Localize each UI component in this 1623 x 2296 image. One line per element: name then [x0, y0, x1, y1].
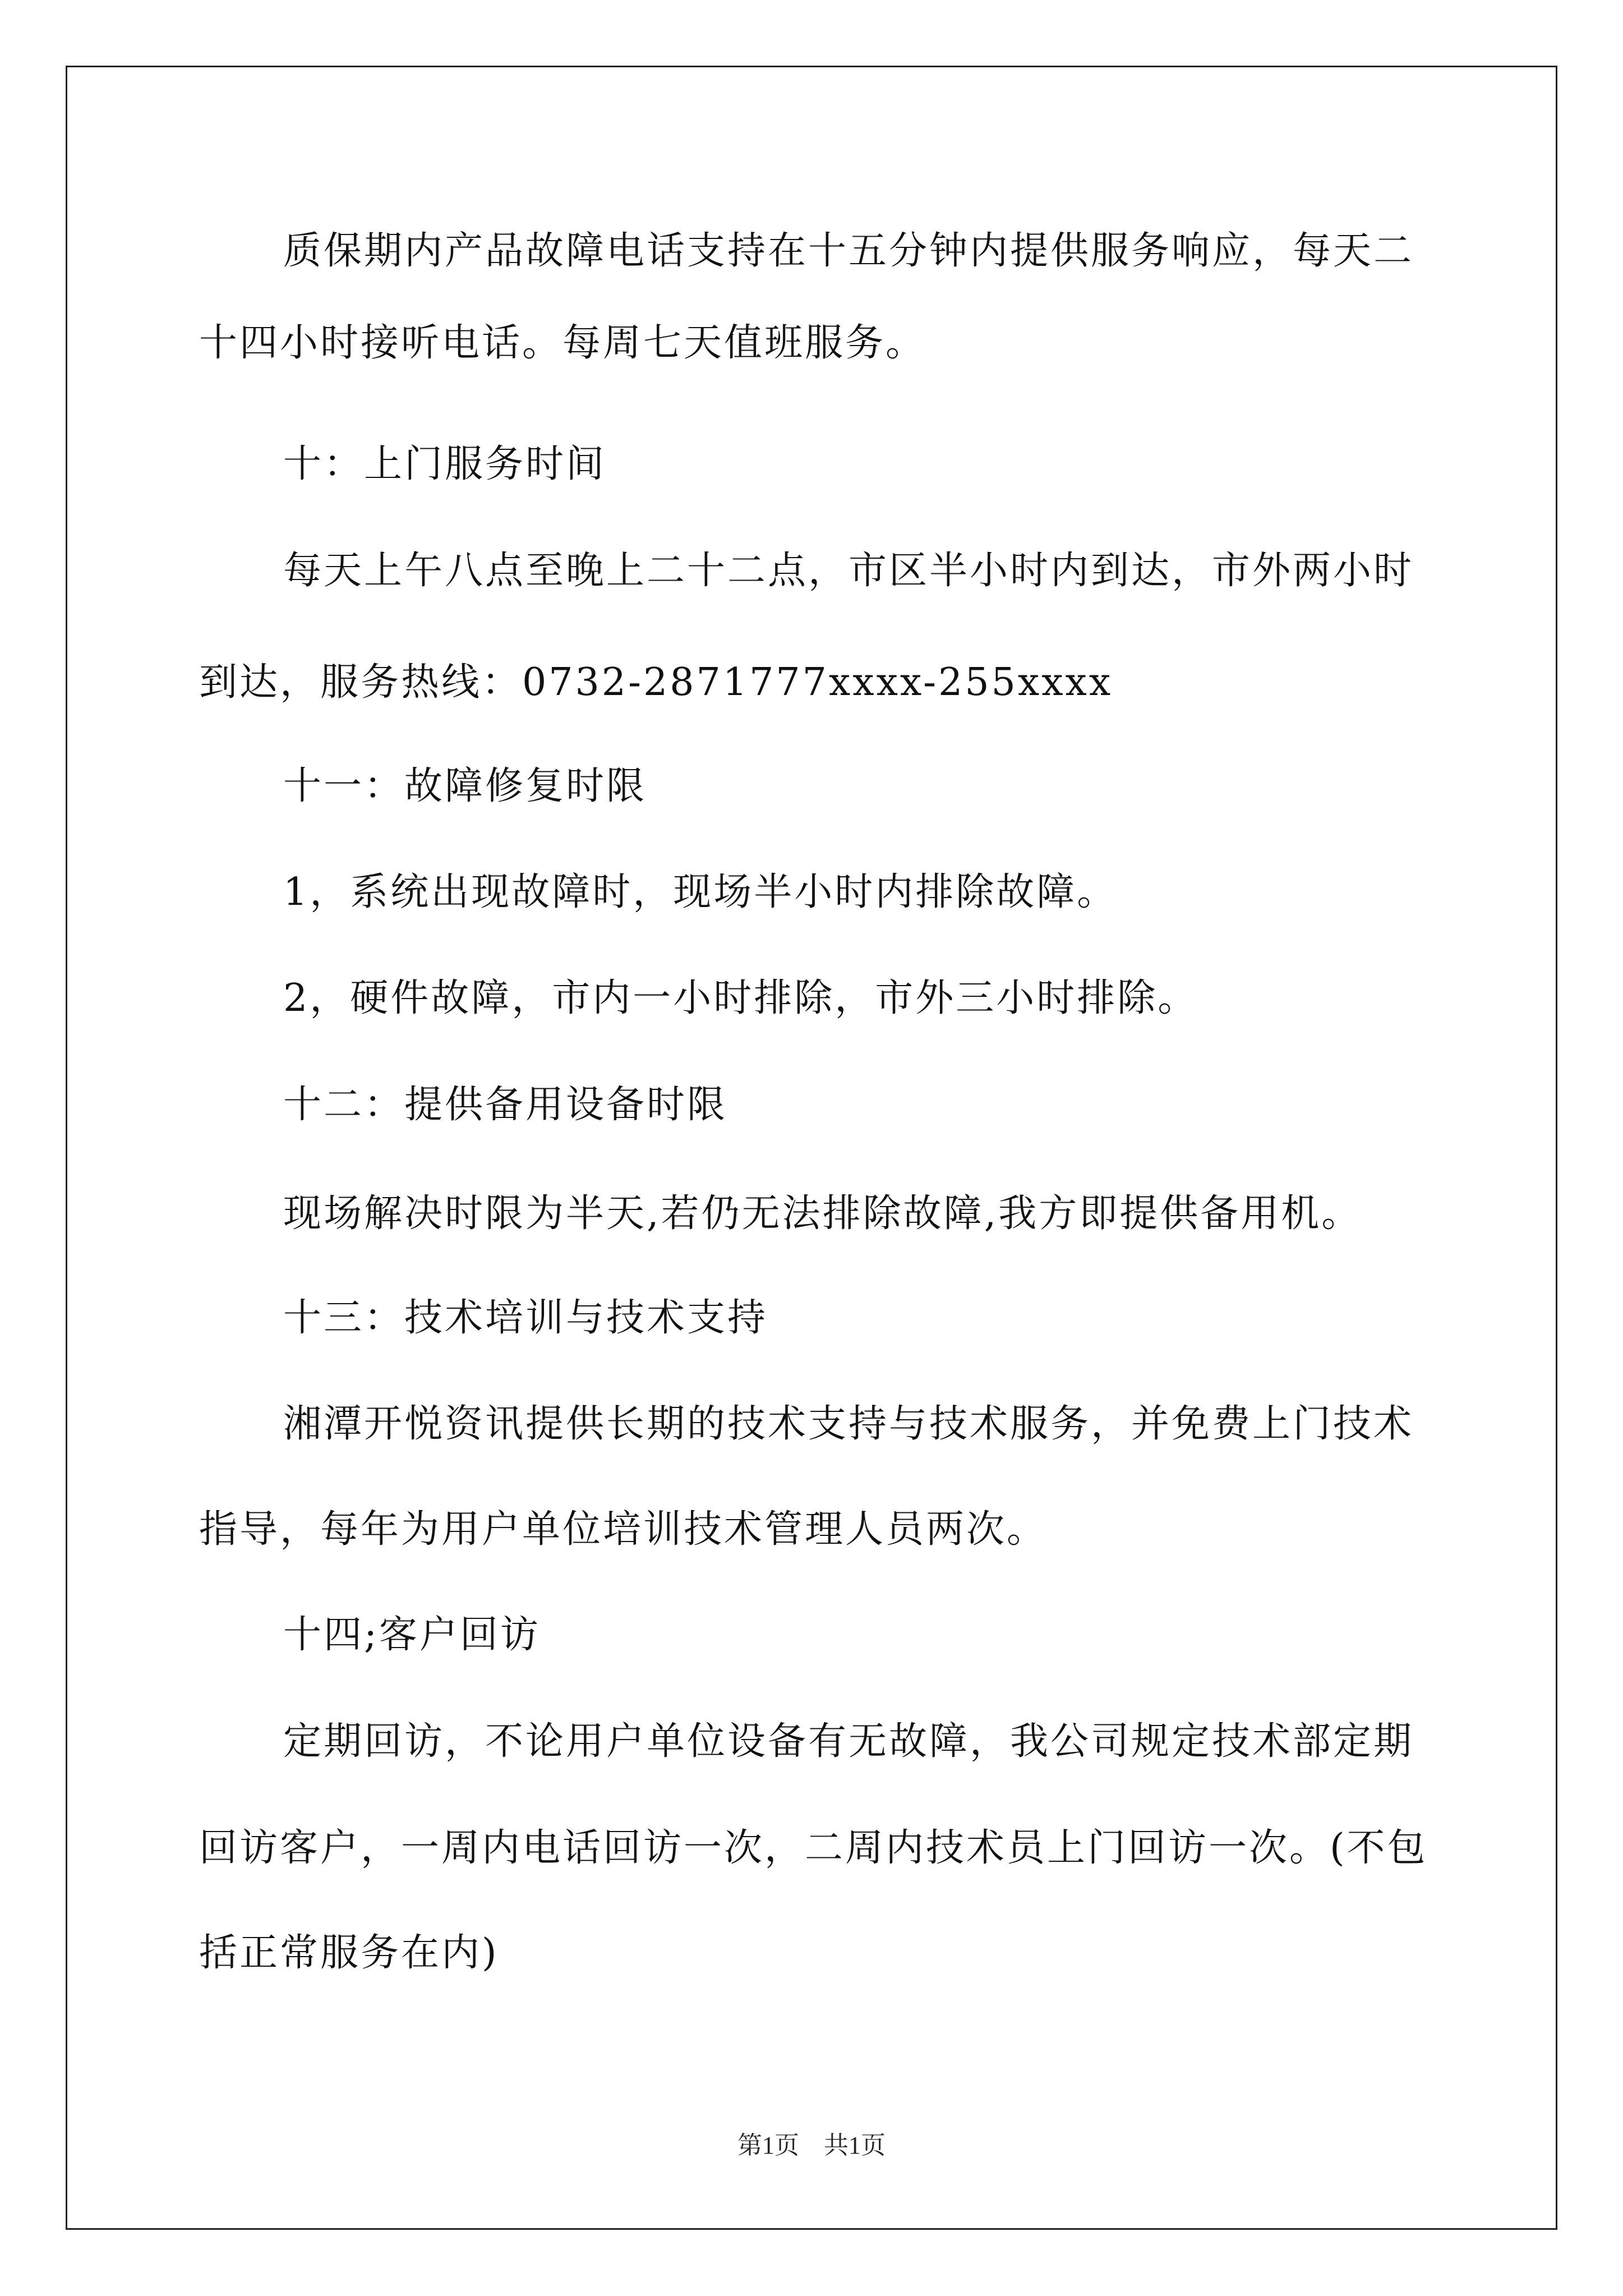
page-number: 第1页 共1页: [737, 2132, 886, 2159]
list-item-hardware-fault: 2，硬件故障，市内一小时排除，市外三小时排除。: [283, 976, 1198, 1020]
heading-backup-equipment: 十二：提供备用设备时限: [283, 1083, 728, 1127]
heading-training-support: 十三：技术培训与技术支持: [283, 1296, 768, 1340]
page-border: [66, 66, 1557, 2230]
paragraph-training-support: 湘潭开悦资讯提供长期的技术支持与技术服务，并免费上门技术: [283, 1402, 1414, 1446]
paragraph-warranty-support-cont: 十四小时接听电话。每周七天值班服务。: [199, 321, 926, 365]
heading-customer-visit: 十四;客户回访: [283, 1613, 541, 1657]
heading-onsite-service-time: 十：上门服务时间: [283, 442, 607, 486]
paragraph-onsite-hours: 每天上午八点至晚上二十二点，市区半小时内到达，市外两小时: [283, 549, 1414, 593]
paragraph-customer-visit-end: 括正常服务在内): [199, 1931, 499, 1975]
paragraph-customer-visit-cont: 回访客户，一周内电话回访一次，二周内技术员上门回访一次。(不包: [199, 1826, 1428, 1870]
list-item-system-fault: 1，系统出现故障时，现场半小时内排除故障。: [283, 870, 1118, 914]
paragraph-training-support-cont: 指导，每年为用户单位培训技术管理人员两次。: [199, 1507, 1048, 1552]
paragraph-customer-visit: 定期回访，不论用户单位设备有无故障，我公司规定技术部定期: [283, 1719, 1414, 1764]
paragraph-hotline: 到达，服务热线：0732-2871777xxxx-255xxxx: [199, 660, 1113, 705]
paragraph-warranty-support: 质保期内产品故障电话支持在十五分钟内提供服务响应，每天二: [283, 229, 1414, 273]
paragraph-backup-equipment: 现场解决时限为半天,若仍无法排除故障,我方即提供备用机。: [283, 1191, 1362, 1236]
heading-repair-time-limit: 十一：故障修复时限: [283, 764, 647, 808]
